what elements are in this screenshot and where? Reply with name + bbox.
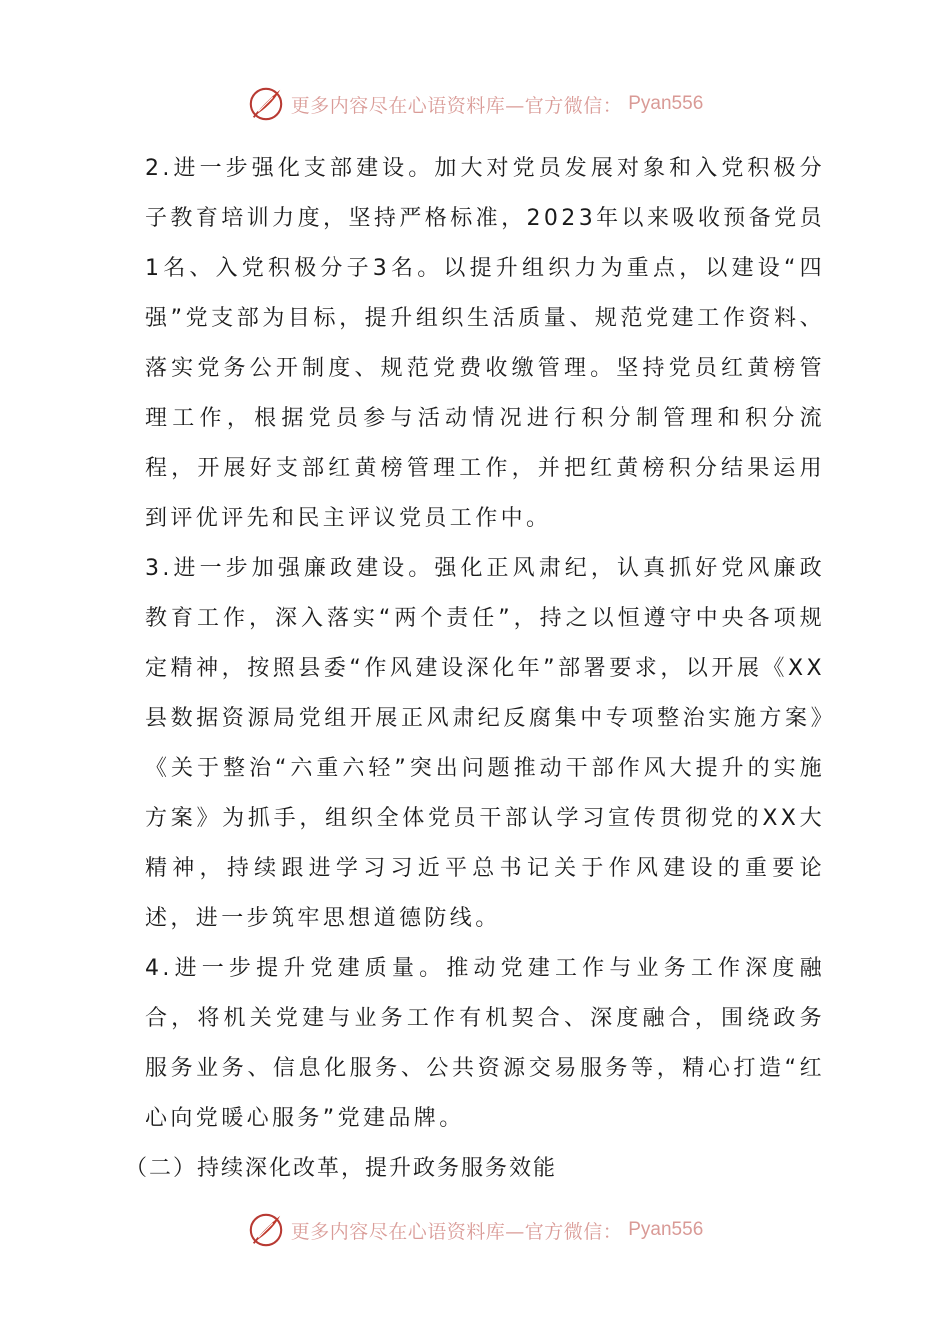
- quill-logo-icon: [247, 85, 285, 123]
- watermark-text: 更多内容尽在心语资料库—官方微信：: [290, 1220, 623, 1243]
- watermark-text: 更多内容尽在心语资料库—官方微信：: [290, 94, 623, 117]
- watermark-wechat-id: Pyan556: [628, 93, 704, 114]
- quill-logo-icon: [247, 1211, 285, 1249]
- paragraph-integrity-construction: 3.进一步加强廉政建设。强化正风肃纪，认真抓好党风廉政教育工作，深入落实“两个责任”，持之以恒遵守中央各项规定精神，按照县委“作风建设深化年”部署要求，以开展《XX县数据资源局党组开展正风肃纪反腐集中专项整治实施方案》《关于整治“六重六轻”突出问题推动干部作风大提升的实施方案》为抓手，组织全体党员干部认学习宣传贯彻党的XX大精神，持续跟进学习习近平总书记关于作风建设的重要论述，进一步筑牢思想道德防线。: [145, 556, 825, 931]
- paragraph-party-building-quality: 4.进一步提升党建质量。推动党建工作与业务工作深度融合，将机关党建与业务工作有机契合、深度融合，围绕政务服务业务、信息化服务、公共资源交易服务等，精心打造“红心向党暖心服务”党建品牌。: [145, 956, 825, 1131]
- watermark-banner-top: [0, 82, 950, 126]
- section-heading: （二）持续深化改革，提升政务服务效能: [125, 1156, 558, 1181]
- watermark-wechat-id: Pyan556: [628, 1219, 704, 1240]
- watermark-banner-bottom: [0, 1208, 950, 1252]
- paragraph-branch-construction: 2.进一步强化支部建设。加大对党员发展对象和入党积极分子教育培训力度，坚持严格标准，2023年以来吸收预备党员1名、入党积极分子3名。以提升组织力为重点，以建设“四强”党支部为目标，提升组织生活质量、规范党建工作资料、落实党务公开制度、规范党费收缴管理。坚持党员红黄榜管理工作，根据党员参与活动情况进行积分制管理和积分流程，开展好支部红黄榜管理工作，并把红黄榜积分结果运用到评优评先和民主评议党员工作中。: [145, 156, 825, 531]
- document-body: [125, 144, 825, 1194]
